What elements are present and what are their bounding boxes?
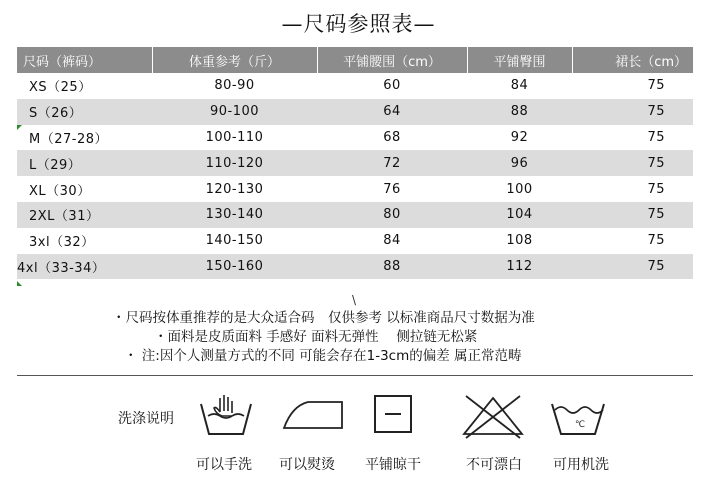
header-weight: 体重参考（斤）	[152, 47, 317, 73]
cell-waist: 84	[383, 233, 401, 249]
cell-length: 75	[572, 99, 693, 125]
cell-size: XL（30）	[29, 183, 91, 199]
table-row	[17, 254, 693, 280]
table-row	[17, 228, 693, 254]
cell-weight: 140-150	[205, 233, 264, 249]
divider	[17, 375, 693, 376]
cell-length: 75	[572, 254, 693, 280]
cell-hip: 108	[506, 233, 533, 249]
cell-hip: 104	[467, 202, 572, 228]
cell-waist: 88	[317, 254, 467, 280]
cell-weight: 130-140	[152, 202, 317, 228]
cell-hip: 96	[467, 150, 572, 176]
cell-waist: 80	[317, 202, 467, 228]
cell-length: 75	[647, 78, 665, 94]
dry-flat-icon	[373, 392, 413, 436]
cell-length: 75	[572, 150, 693, 176]
cell-hip: 84	[510, 78, 529, 94]
corner-flag-mark	[17, 281, 22, 286]
table-row	[17, 202, 693, 228]
cell-length: 75	[572, 202, 693, 228]
header-hip: 平铺臀围	[467, 47, 572, 73]
cell-length: 75	[647, 233, 665, 249]
header-waist: 平铺腰围（cm）	[317, 47, 467, 73]
table-row	[17, 125, 693, 151]
cell-weight: 150-160	[152, 254, 317, 280]
table-row	[17, 99, 693, 125]
table-header-row	[17, 47, 693, 73]
header-length: 裙长（cm）	[572, 47, 693, 73]
washing-title: 洗涤说明	[118, 411, 174, 427]
note-line: ・面料是皮质面料 手感好 面料无弹性 侧拉链无松紧	[154, 329, 478, 345]
cell-hip: 112	[467, 254, 572, 280]
cell-waist: 64	[317, 99, 467, 125]
wash-label: 不可漂白	[466, 457, 522, 473]
cell-hip: 100	[506, 181, 533, 197]
cell-size: 4xl（33-34）	[17, 254, 152, 280]
wash-label: 平铺晾干	[365, 457, 421, 473]
cell-weight: 80-90	[214, 78, 255, 94]
table-row	[17, 73, 693, 99]
table-row	[17, 176, 693, 202]
cell-size: 3xl（32）	[29, 235, 95, 251]
cell-size: M（27-28）	[17, 125, 152, 151]
cell-weight: 120-130	[205, 181, 264, 197]
table-row	[17, 150, 693, 176]
wash-label: 可以手洗	[196, 457, 252, 473]
cell-size: 2XL（31）	[17, 202, 152, 228]
cell-waist: 72	[317, 150, 467, 176]
note-line: ・尺码按体重推荐的是大众适合码 仅供参考 以标准商品尺寸数据为准	[112, 310, 535, 326]
page-title: —尺码参照表—	[281, 12, 436, 36]
cell-size: L（29）	[17, 150, 152, 176]
cell-weight: 110-120	[152, 150, 317, 176]
cell-hip: 88	[467, 99, 572, 125]
cell-waist: 68	[383, 129, 401, 145]
note-line: ・ 注:因个人测量方式的不同 可能会存在1-3cm的偏差 属正常范畴	[124, 348, 522, 364]
header-size: 尺码（裤码）	[17, 47, 152, 73]
stray-mark: \	[352, 293, 357, 307]
wash-label: 可用机洗	[553, 457, 609, 473]
cell-hip: 92	[510, 129, 529, 145]
cell-waist: 76	[383, 181, 401, 197]
cell-weight: 100-110	[205, 129, 264, 145]
no-bleach-icon	[460, 392, 526, 440]
wash-label: 可以熨烫	[279, 457, 335, 473]
size-chart-table	[17, 47, 693, 279]
cell-length: 75	[647, 181, 665, 197]
cell-size: S（26）	[17, 99, 152, 125]
cell-weight: 90-100	[152, 99, 317, 125]
cell-length: 75	[647, 129, 665, 145]
machine-wash-icon	[549, 392, 607, 440]
cell-waist: 60	[383, 78, 401, 94]
hand-wash-icon	[198, 392, 254, 440]
iron-icon	[282, 392, 346, 438]
cell-size: XS（25）	[29, 80, 92, 96]
temperature-mark: ℃	[575, 420, 586, 430]
